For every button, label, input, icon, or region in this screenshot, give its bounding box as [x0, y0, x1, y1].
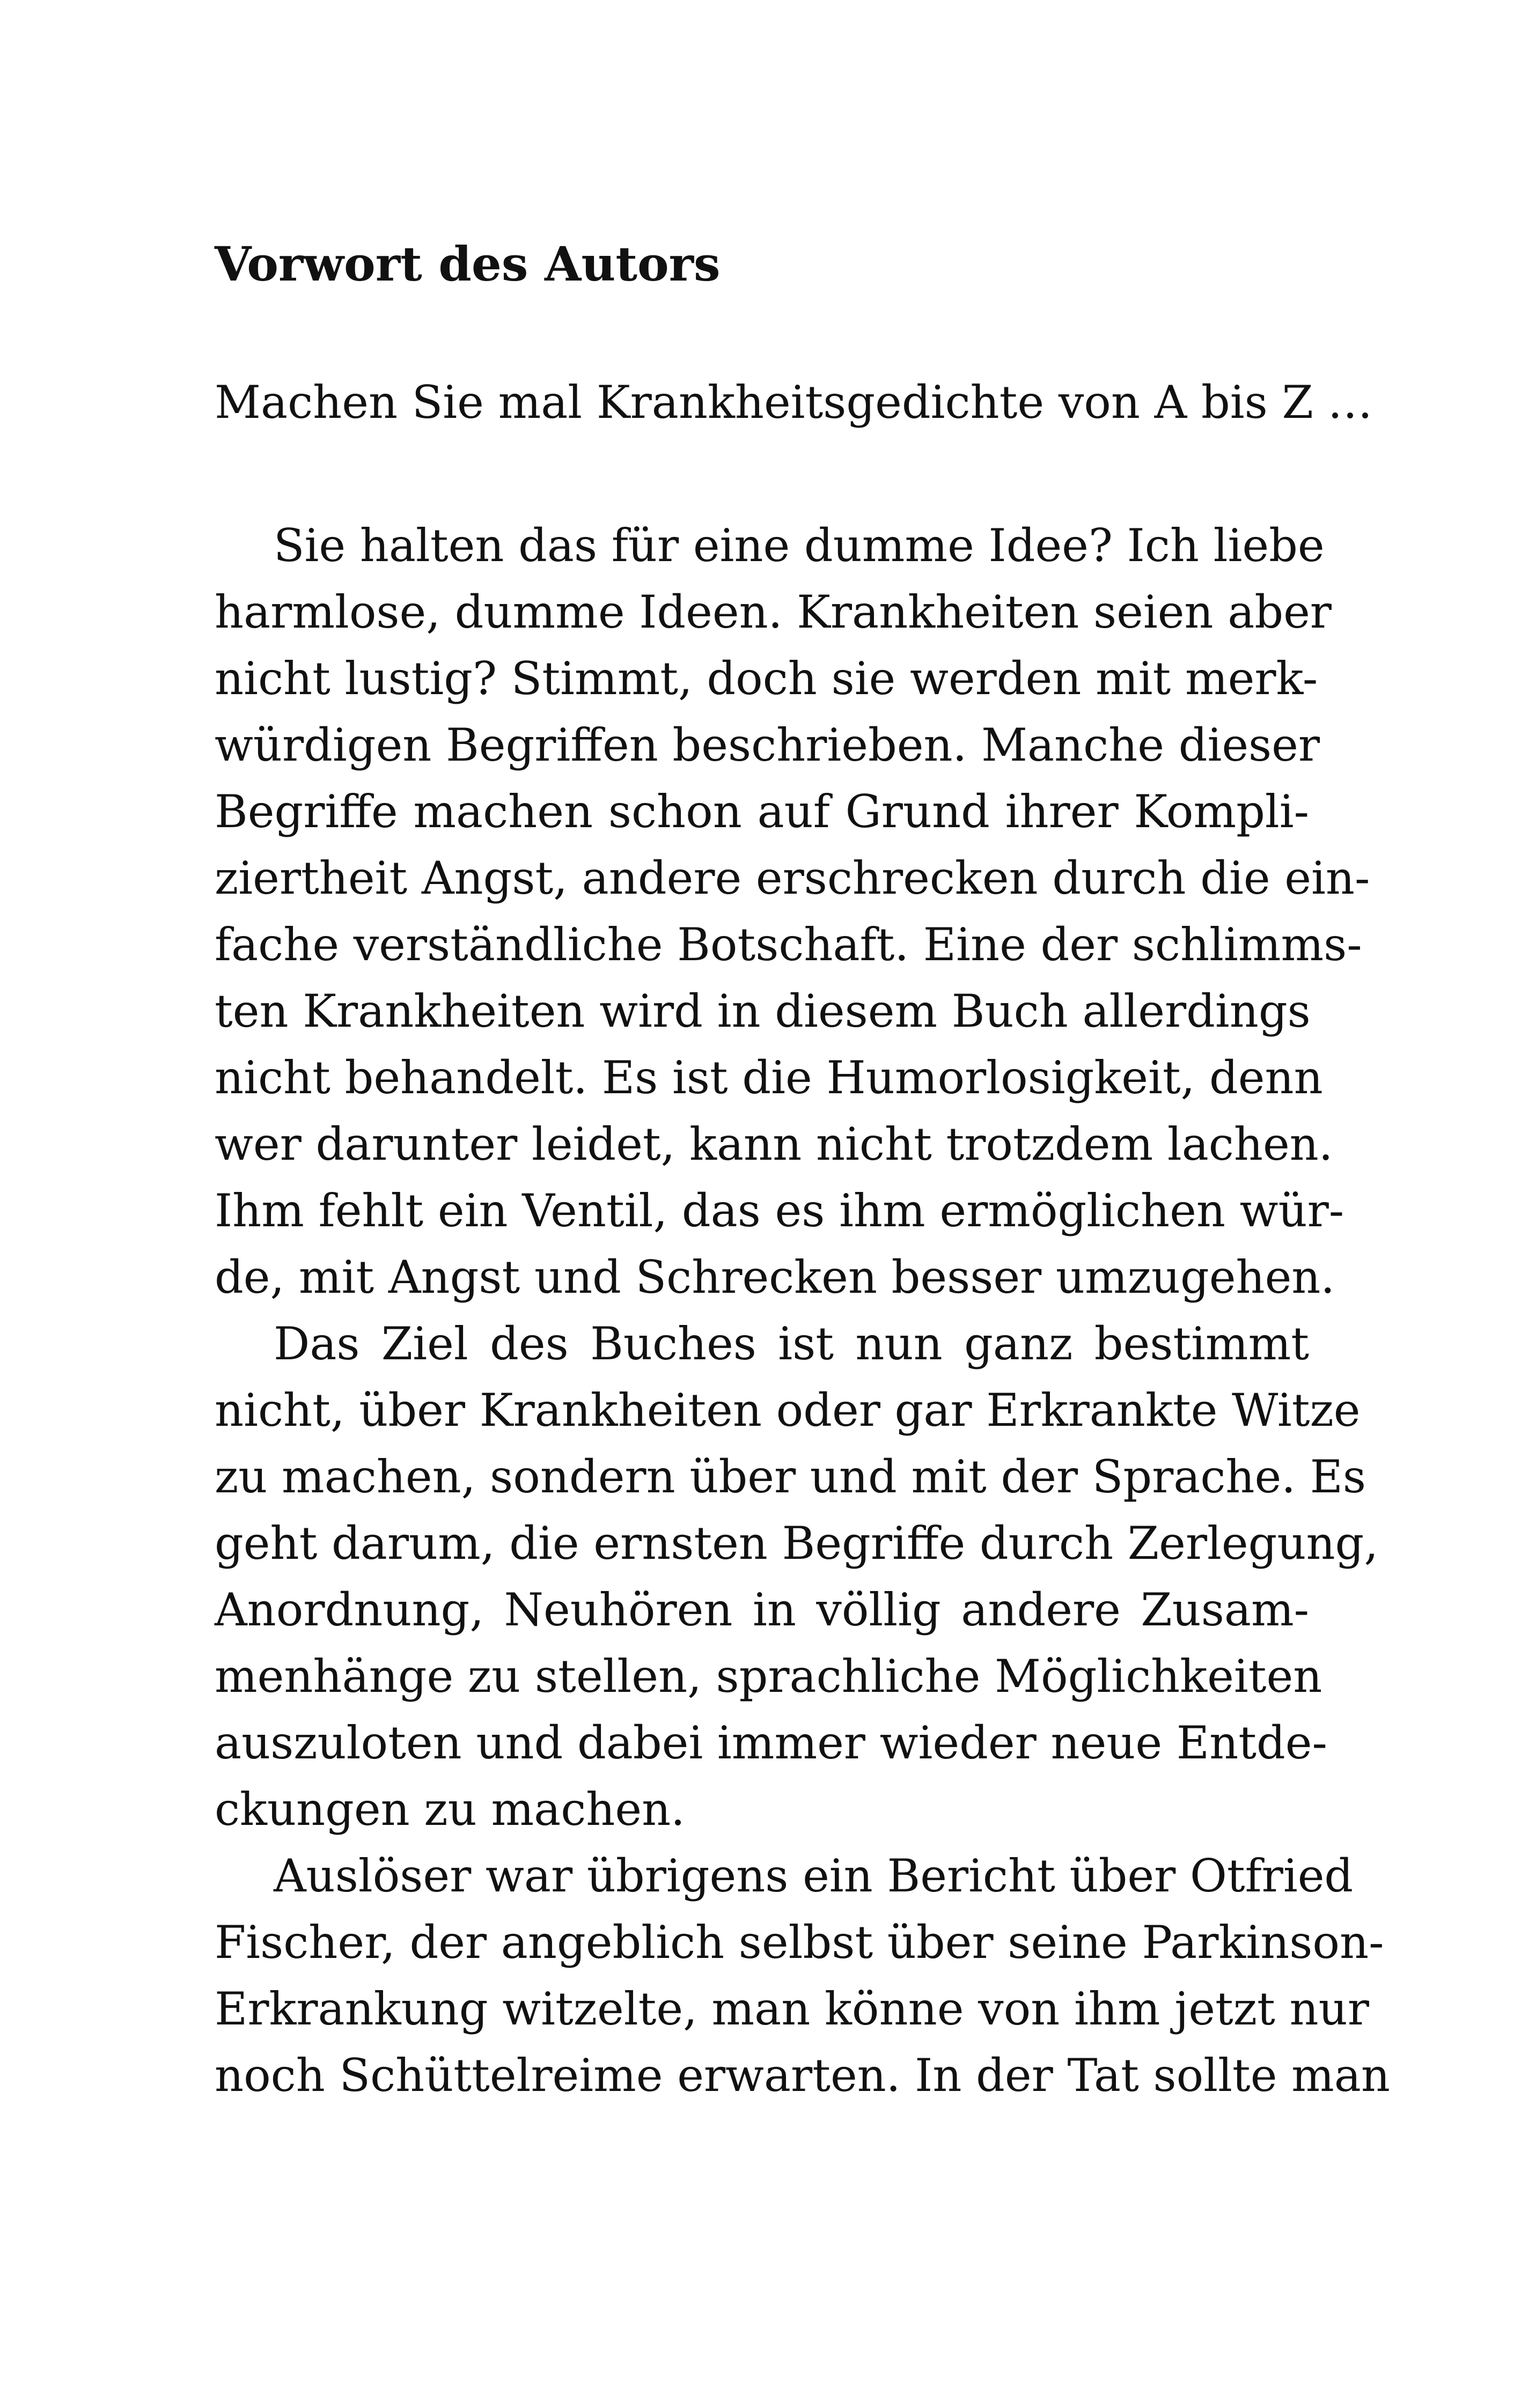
text-line: auszuloten und dabei immer wieder neue Entde- — [215, 1717, 1327, 1769]
text-line: Ihm fehlt ein Ventil, das es ihm ermöglichen wür- — [215, 1184, 1344, 1237]
text-line: nicht, über Krankheiten oder gar Erkrankte Witze — [215, 1384, 1361, 1437]
text-line: Sie halten das für eine dumme Idee? Ich liebe — [274, 519, 1325, 572]
text-line: ckungen zu machen. — [215, 1783, 685, 1836]
text-line: nicht behandelt. Es ist die Humorlosigkeit, denn — [215, 1051, 1323, 1104]
text-line: fache verständliche Botschaft. Eine der schlimms- — [215, 918, 1362, 971]
text-line: ten Krankheiten wird in diesem Buch allerdings — [215, 985, 1311, 1037]
chapter-heading: Vorwort des Autors — [215, 236, 721, 292]
text-line: Auslöser war übrigens ein Bericht über Otfried — [274, 1850, 1354, 1902]
text-line: Anordnung, Neuhören in völlig andere Zusam- — [215, 1584, 1309, 1636]
text-line: ziertheit Angst, andere erschrecken durch die ein- — [215, 852, 1370, 904]
text-line: nicht lustig? Stimmt, doch sie werden mit merk- — [215, 652, 1318, 705]
text-line: geht darum, die ernsten Begriffe durch Zerlegung, — [215, 1517, 1379, 1570]
text-line: menhänge zu stellen, sprachliche Möglichkeiten — [215, 1650, 1322, 1703]
text-line: Das Ziel des Buches ist nun ganz bestimmt — [274, 1317, 1309, 1370]
text-line: Fischer, der angeblich selbst über seine Parkinson- — [215, 1916, 1384, 1969]
body-text — [215, 512, 1390, 2109]
text-line: noch Schüttelreime erwarten. In der Tat sollte man — [215, 2049, 1390, 2102]
chapter-subtitle: Machen Sie mal Krankheitsgedichte von A bis Z … — [215, 376, 1373, 429]
text-line: würdigen Begriffen beschrieben. Manche dieser — [215, 719, 1320, 771]
text-line: Begriffe machen schon auf Grund ihrer Kompli- — [215, 785, 1309, 838]
text-line: zu machen, sondern über und mit der Sprache. Es — [215, 1450, 1366, 1503]
text-line: wer darunter leidet, kann nicht trotzdem lachen. — [215, 1118, 1333, 1170]
text-line: de, mit Angst und Schrecken besser umzugehen. — [215, 1251, 1335, 1304]
text-line: Erkrankung witzelte, man könne von ihm jetzt nur — [215, 1983, 1369, 2035]
text-line: harmlose, dumme Ideen. Krankheiten seien aber — [215, 586, 1332, 638]
